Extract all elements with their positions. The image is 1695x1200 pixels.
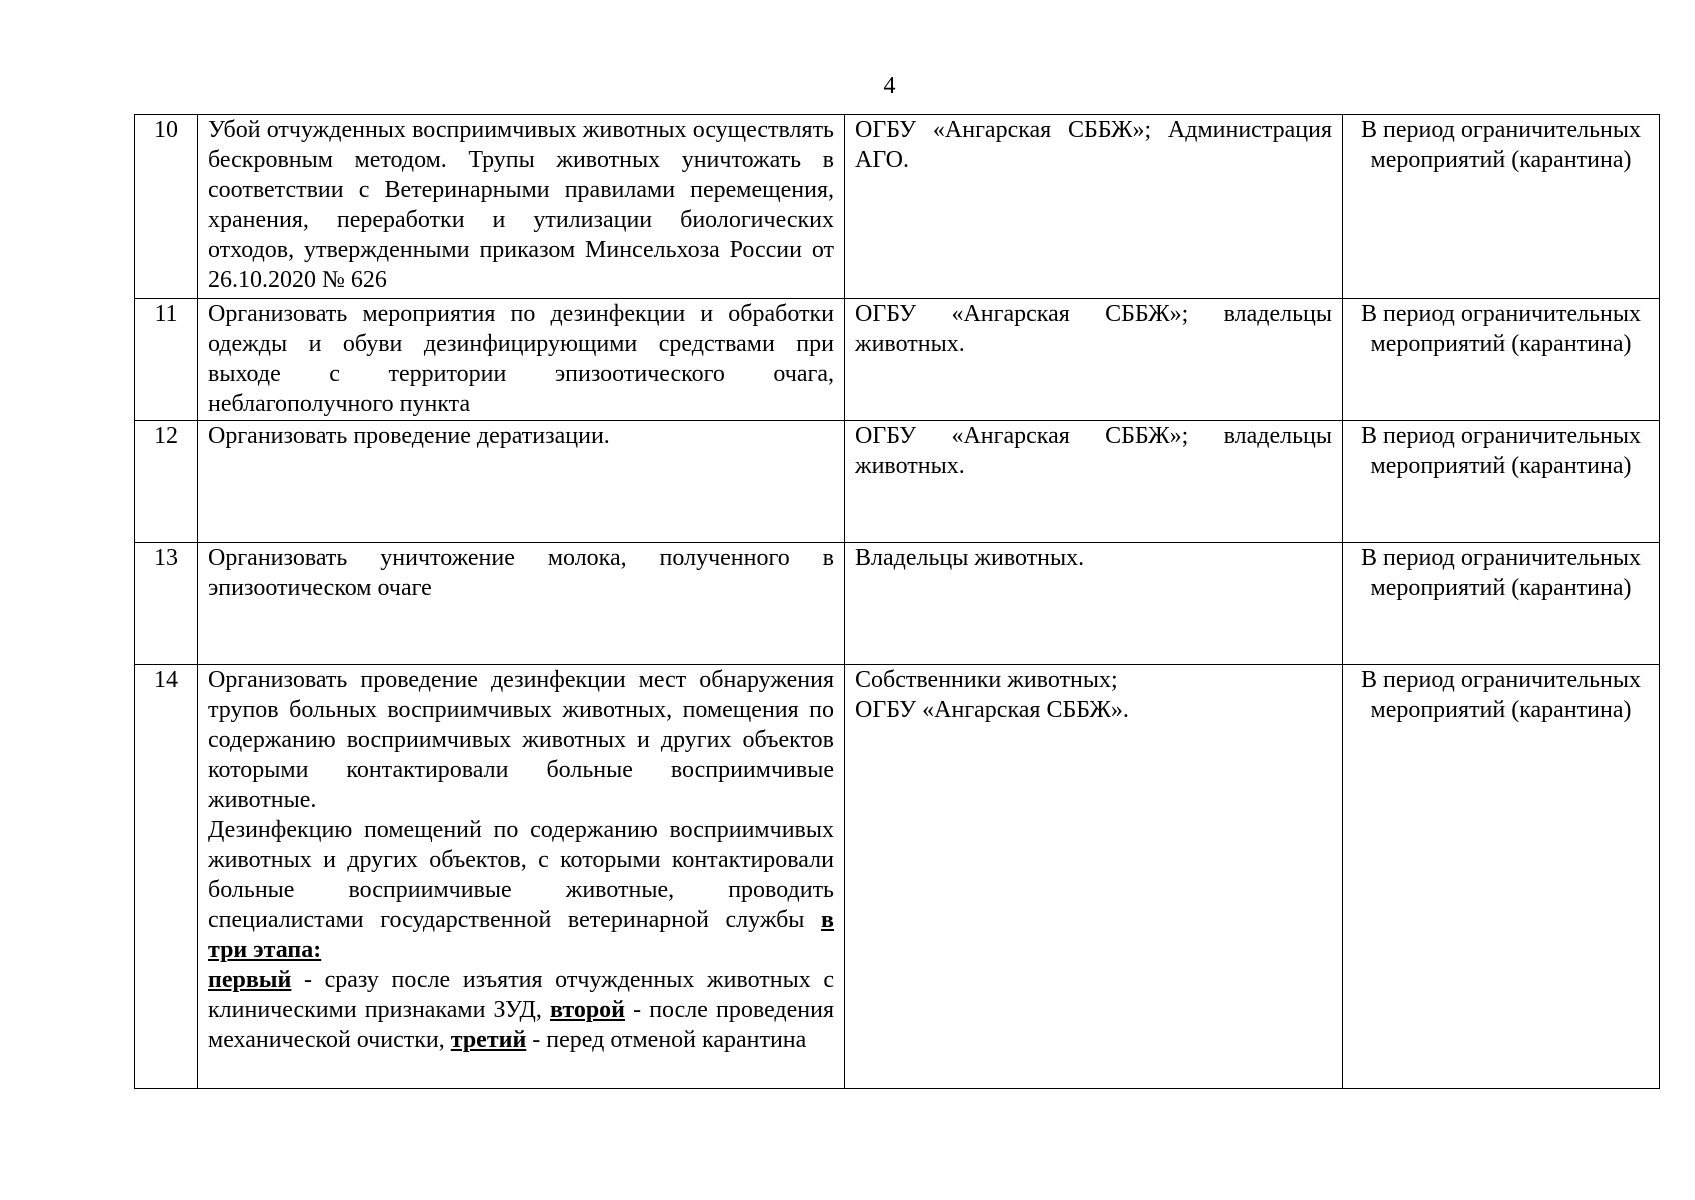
measure-description: Организовать мероприятия по дезинфекции и обработки одежды и обуви дезинфицирующими средствами при выходе с территории эпизоотического очага, неблагополучного пункта (198, 299, 845, 421)
measure-description: Организовать уничтожение молока, полученного в эпизоотическом очаге (198, 543, 845, 665)
description-paragraph (208, 815, 834, 965)
description-paragraph: Организовать проведение дезинфекции мест обнаружения трупов больных восприимчивых животных, помещения по содержанию восприимчивых животных и других объектов которыми контактировали больные восприимчивые животные. (208, 667, 834, 813)
table-row (135, 665, 1660, 1089)
emphasis-stage-second: второй (550, 997, 626, 1023)
measure-description: Организовать проведение дератизации. (198, 421, 845, 543)
row-number: 10 (135, 115, 198, 299)
responsible-parties: Владельцы животных. (845, 543, 1343, 665)
table-row (135, 299, 1660, 421)
row-number: 14 (135, 665, 198, 1089)
measures-table (134, 114, 1660, 1089)
table-row (135, 543, 1660, 665)
responsible-parties: ОГБУ «Ангарская СББЖ»; Администрация АГО. (845, 115, 1343, 299)
description-text: - перед отменой карантина (526, 1027, 807, 1053)
row-number: 13 (135, 543, 198, 665)
description-text: - сразу после изъятия отчужденных животных с клиническими признаками ЗУД, (208, 967, 834, 1023)
page-number: 4 (883, 73, 896, 99)
execution-term: В период ограничительных мероприятий (карантина) (1343, 665, 1660, 1089)
responsible-line: Собственники животных; (855, 667, 1118, 693)
table-row (135, 115, 1660, 299)
execution-term: В период ограничительных мероприятий (карантина) (1343, 299, 1660, 421)
execution-term: В период ограничительных мероприятий (карантина) (1343, 115, 1660, 299)
emphasis-three-stages: в три этапа: (208, 907, 834, 963)
description-paragraph (208, 965, 834, 1055)
responsible-parties (845, 665, 1343, 1089)
execution-term: В период ограничительных мероприятий (карантина) (1343, 421, 1660, 543)
execution-term: В период ограничительных мероприятий (карантина) (1343, 543, 1660, 665)
table-row (135, 421, 1660, 543)
measure-description (198, 665, 845, 1089)
measure-description: Убой отчужденных восприимчивых животных осуществлять бескровным методом. Трупы животных уничтожать в соответствии с Ветеринарными правилами перемещения, хранения, переработки и утилизации биологических отходов, утвержденными приказом Минсельхоза России от 26.10.2020 № 626 (198, 115, 845, 299)
emphasis-stage-third: третий (450, 1027, 527, 1053)
responsible-parties: ОГБУ «Ангарская СББЖ»; владельцы животных. (845, 421, 1343, 543)
row-number: 11 (135, 299, 198, 421)
row-number: 12 (135, 421, 198, 543)
responsible-line: ОГБУ «Ангарская СББЖ». (855, 697, 1129, 723)
description-text: - после проведения механической очистки, (208, 997, 834, 1053)
description-text: Дезинфекцию помещений по содержанию восприимчивых животных и других объектов, с которыми контактировали больные восприимчивые животные, проводить специалистами государственной ветеринарной службы (208, 817, 834, 933)
emphasis-stage-first: первый (208, 967, 292, 993)
responsible-parties: ОГБУ «Ангарская СББЖ»; владельцы животных. (845, 299, 1343, 421)
